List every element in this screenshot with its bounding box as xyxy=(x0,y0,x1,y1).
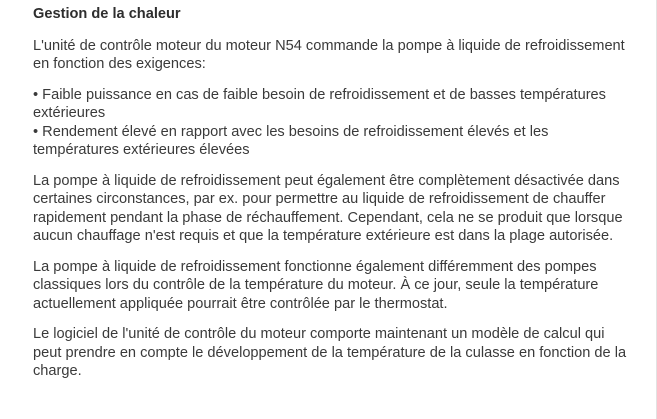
intro-paragraph: L'unité de contrôle moteur du moteur N54 commande la pompe à liquide de refroidissement en fonction des exigences: xyxy=(33,37,625,72)
paragraph-control-difference: La pompe à liquide de refroidissement fonctionne également différemment des pompes classiques lors du contrôle de la température du moteur. À ce jour, seule la température actuellement appliquée pourrait être contrôlée par le thermostat. xyxy=(33,258,599,312)
bullet-item-low-power: • Faible puissance en cas de faible besoin de refroidissement et de basses températures extérieures xyxy=(33,86,606,121)
paragraph-deactivation: La pompe à liquide de refroidissement peut également être complètement désactivée dans certaines circonstances, par ex. pour permettre au liquide de refroidissement de chauffer rapidement pendant la phase de réchauffement. Cependant, cela ne se produit que lorsque aucun chauffage n'est requis et que la température extérieure est dans la plage autorisée. xyxy=(33,172,623,244)
section-title: Gestion de la chaleur xyxy=(33,6,181,22)
bullet-item-high-output: • Rendement élevé en rapport avec les besoins de refroidissement élevés et les températures extérieures élevées xyxy=(33,123,549,158)
bullet-list xyxy=(33,86,636,160)
paragraph-calculation-model: Le logiciel de l'unité de contrôle du moteur comporte maintenant un modèle de calcul qui peut prendre en compte le développement de la température de la culasse en fonction de la charge. xyxy=(33,326,627,379)
